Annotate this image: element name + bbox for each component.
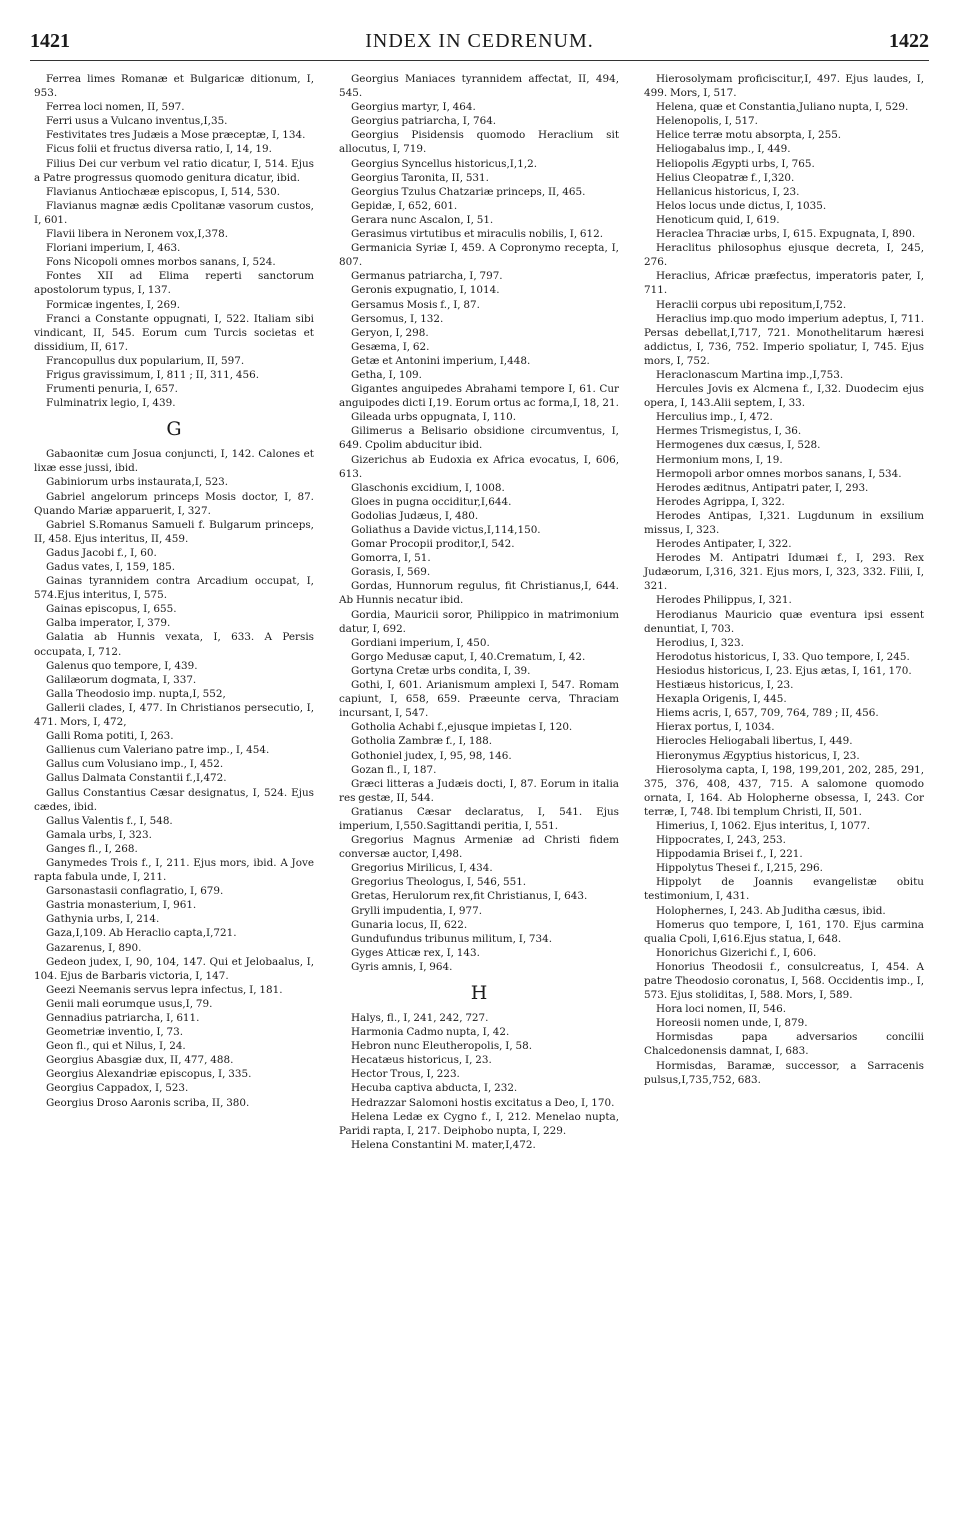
index-entry: Gigantes anguipedes Abrahami tempore I, 61. Cur anguipodes dicti I,19. Eorum ortus ac forma,I, 18, 21. xyxy=(339,383,619,410)
index-entry: Gamala urbs, I, 323. xyxy=(46,828,152,841)
index-entry: Hiems acris, I, 657, 709, 764, 789 ; II, 456. xyxy=(656,707,879,720)
index-entry: Hecatæus historicus, I, 23. xyxy=(351,1054,492,1067)
index-entry: Gregorius Magnus Armeniæ ad Christi fidem conversæ auctor, I,498. xyxy=(339,834,619,861)
index-entry: Gothi, I, 601. Arianismum amplexi I, 547. Romam capiunt, I, 658, 659. Præeunte cerva, Thraciam incursant, I, 547. xyxy=(339,679,619,720)
index-entry: Georgius Alexandriæ episcopus, I, 335. xyxy=(46,1068,252,1081)
index-entry: Geon fl., qui et Nilus, I, 24. xyxy=(46,1040,186,1053)
index-entry: Herodotus historicus, I, 33. Quo tempore, I, 245. xyxy=(656,650,910,663)
index-entry: Glaschonis excidium, I, 1008. xyxy=(351,481,505,494)
index-entry: Geometriæ inventio, I, 73. xyxy=(46,1026,184,1039)
page-header xyxy=(30,30,929,56)
index-entry: Gomorra, I, 51. xyxy=(351,552,431,565)
index-entry: Hedrazzar Salomoni hostis excitatus a Deo, I, 170. xyxy=(351,1096,615,1109)
index-entry: Hippolytus Thesei f., I,215, 296. xyxy=(656,862,823,875)
index-entry: Hermogenes dux cæsus, I, 528. xyxy=(656,439,821,452)
index-entry: Hierocles Heliogabali libertus, I, 449. xyxy=(656,735,853,748)
index-entry: Fulminatrix legio, I, 439. xyxy=(46,397,176,410)
index-entry: Getæ et Antonini imperium, I,448. xyxy=(351,354,531,367)
index-entry: Harmonia Cadmo nupta, I, 42. xyxy=(351,1026,510,1039)
index-entry: Flavianus magnæ ædis Cpolitanæ vasorum custos, I, 601. xyxy=(34,199,314,226)
index-entry: Getha, I, 109. xyxy=(351,368,422,381)
index-entry: Georgius Taronita, II, 531. xyxy=(351,171,489,184)
index-entry: Hesiodus historicus, I, 23. Ejus ætas, I, 161, 170. xyxy=(656,664,912,677)
index-entry: Gepidæ, I, 652, 601. xyxy=(351,199,458,212)
index-entry: Francopullus dux popularium, II, 597. xyxy=(46,354,245,367)
page-title: INDEX IN CEDRENUM. xyxy=(365,30,594,52)
index-entry: Gabaonitæ cum Josua conjuncti, I, 142. Calones et lixæ esse jussi, ibid. xyxy=(34,448,314,475)
index-entry: Gregorius Mirilicus, I, 434. xyxy=(351,862,493,875)
index-entry: Honorichus Gizerichi f., I, 606. xyxy=(656,946,817,959)
index-entry: Heraclitus philosophus ejusque decreta, I, 245, 276. xyxy=(644,242,924,269)
index-entry: Gallus cum Volusiano imp., I, 452. xyxy=(46,758,224,771)
index-entry: Helos locus unde dictus, I, 1035. xyxy=(656,199,827,212)
index-entry: Hermonium mons, I, 19. xyxy=(656,453,783,466)
header-rule xyxy=(30,60,929,61)
index-entry: Gileada urbs oppugnata, I, 110. xyxy=(351,411,516,424)
index-entry: Hieronymus Ægyptius historicus, I, 23. xyxy=(656,749,860,762)
index-entry: Gomar Procopii proditor,I, 542. xyxy=(351,538,515,551)
index-entry: Heraclii corpus ubi repositum,I,752. xyxy=(656,298,847,311)
index-entry: Georgius Abasgiæ dux, II, 477, 488. xyxy=(46,1054,234,1067)
index-entry: Gabriel angelorum princeps Mosis doctor, I, 87. Quando Mariæ apparuerit, I, 327. xyxy=(34,490,314,517)
index-entry: Heliogabalus imp., I, 449. xyxy=(656,143,791,156)
index-entry: Gordas, Hunnorum regulus, fit Christianus,I, 644. Ab Hunnis necatur ibid. xyxy=(339,580,619,607)
index-entry: Franci a Constante oppugnati, I, 522. Italiam sibi vindicant, II, 545. Eorum cum Turcis societas et dissidium, II, 617. xyxy=(34,312,314,353)
index-entry: Gallus Dalmata Constantii f.,I,472. xyxy=(46,772,227,785)
index-entry: Geronis expugnatio, I, 1014. xyxy=(351,284,500,297)
index-entry: Herodius, I, 323. xyxy=(656,636,744,649)
index-entry: Goliathus a Davide victus,I,114,150. xyxy=(351,524,541,536)
index-entry: Gortyna Cretæ urbs condita, I, 39. xyxy=(351,664,531,677)
index-entry: Gerasimus virtutibus et miraculis nobilis, I, 612. xyxy=(351,228,604,241)
index-entry: Gotholia Zambræ f., I, 188. xyxy=(351,735,493,748)
index-entry: Galilæorum dogmata, I, 337. xyxy=(46,673,197,686)
index-entry: Gretas, Herulorum rex,fit Christianus, I, 643. xyxy=(351,890,588,903)
index-entry: Herculius imp., I, 472. xyxy=(656,411,773,424)
index-entry: Hierosolymam proficiscitur,I, 497. Ejus laudes, I, 499. Mors, I, 517. xyxy=(644,73,924,100)
index-entry: Fons Nicopoli omnes morbos sanans, I, 524. xyxy=(46,256,276,269)
index-entry: Ganges fl., I, 268. xyxy=(46,842,138,855)
index-entry: Ferrea limes Romanæ et Bulgaricæ ditionum, I, 953. xyxy=(34,73,314,100)
index-entry: Herodes M. Antipatri Idumæi f., I, 293. Rex Judæorum, I,316, 321. Ejus mors, I, 323, 332. Filii, I, 321. xyxy=(644,552,924,593)
index-entry: Halys, fl., I, 241, 242, 727. xyxy=(351,1012,489,1024)
index-entry: Festivitates tres Judæis a Mose præceptæ, I, 134. xyxy=(46,129,306,142)
index-entry: Genii mali eorumque usus,I, 79. xyxy=(46,997,213,1010)
index-entry: Gozan fl., I, 187. xyxy=(351,763,437,776)
index-entry: Gorasis, I, 569. xyxy=(351,566,431,579)
index-entry: Hippodamia Brisei f., I, 221. xyxy=(656,848,803,861)
index-entry: Godolias Judæus, I, 480. xyxy=(351,509,479,522)
index-column-1 xyxy=(34,72,314,1110)
index-entry: Hector Trous, I, 223. xyxy=(351,1068,460,1081)
index-entry: Gabiniorum urbs instaurata,I, 523. xyxy=(46,476,229,489)
index-entry: Galla Theodosio imp. nupta,I, 552, xyxy=(46,687,226,700)
index-entry: Hecuba captiva abducta, I, 232. xyxy=(351,1082,518,1095)
index-entry: Galenus quo tempore, I, 439. xyxy=(46,659,198,672)
index-entry: Herodes Antipater, I, 322. xyxy=(656,538,792,551)
index-entry: Georgius Droso Aaronis scriba, II, 380. xyxy=(46,1096,250,1109)
section-letter: G xyxy=(166,418,182,441)
index-entry: Helenopolis, I, 517. xyxy=(656,115,758,128)
index-entry: Georgius Cappadox, I, 523. xyxy=(46,1082,189,1095)
index-column-2 xyxy=(339,72,619,1152)
index-entry: Gadus vates, I, 159, 185. xyxy=(46,561,176,573)
index-entry: Gersamus Mosis f., I, 87. xyxy=(351,298,480,311)
index-entry: Gallerii clades, I, 477. In Christianos persecutio, I, 471. Mors, I, 472, xyxy=(34,701,314,729)
section-letter: H xyxy=(470,982,488,1004)
index-entry: Gregorius Theologus, I, 546, 551. xyxy=(351,876,527,889)
index-entry: Gordiani imperium, I, 450. xyxy=(351,636,490,649)
index-entry: Hellanicus historicus, I, 23. xyxy=(656,185,800,198)
index-entry: Homerus quo tempore, I, 161, 170. Ejus carmina qualia Cpoli, I,616.Ejus statua, I, 648. xyxy=(644,918,924,945)
index-entry: Georgius patriarcha, I, 764. xyxy=(351,115,497,128)
index-entry: Horeosii nomen unde, I, 879. xyxy=(656,1017,808,1030)
page-number-left: 1421 xyxy=(30,30,70,52)
index-entry: Filius Dei cur verbum vel ratio dicatur, I, 514. Ejus a Patre progressus quomodo genitura dicatur, ibid. xyxy=(34,157,314,184)
index-entry: Germanicia Syriæ I, 459. A Copronymo recepta, I, 807. xyxy=(339,242,619,269)
index-entry: Honorius Theodosii f., consulcreatus, I, 454. A patre Theodosio coronatus, I, 568. Occidentis imp., I, 573. Ejus stoliditas, I, 588. Mors, I, 589. xyxy=(644,960,924,1002)
index-entry: Gundufundus tribunus militum, I, 734. xyxy=(351,932,553,945)
index-entry: Galli Roma potiti, I, 263. xyxy=(46,730,174,743)
index-entry: Gilimerus a Belisario obsidione circumventus, I, 649. Cpolim abducitur ibid. xyxy=(339,425,619,452)
index-entry: Holophernes, I, 243. Ab Juditha cæsus, ibid. xyxy=(656,904,886,917)
index-entry: Heraclea Thraciæ urbs, I, 615. Expugnata, I, 890. xyxy=(656,228,916,241)
index-entry: Gedeon judex, I, 90, 104, 147. Qui et Jelobaalus, I, 104. Ejus de Barbaris victoria, I, 147. xyxy=(34,955,314,982)
index-entry: Herodes Agrippa, I, 322. xyxy=(656,495,785,508)
index-entry: Gennadius patriarcha, I, 611. xyxy=(46,1012,200,1024)
index-entry: Gerara nunc Ascalon, I, 51. xyxy=(351,213,494,226)
index-entry: Gallus Valentis f., I, 548. xyxy=(46,814,173,827)
index-entry: Hippocrates, I, 243, 253. xyxy=(656,834,786,847)
index-entry: Hora loci nomen, II, 546. xyxy=(656,1003,787,1016)
index-entry: Ferri usus a Vulcano inventus,I,35. xyxy=(46,115,228,128)
index-entry: Hebron nunc Eleutheropolis, I, 58. xyxy=(351,1040,532,1053)
index-entry: Hestiæus historicus, I, 23. xyxy=(656,679,794,692)
index-entry: Flavianus Antiochææ episcopus, I, 514, 530. xyxy=(46,185,281,198)
index-entry: Hormisdas, Baramæ, successor, a Sarracenis pulsus,I,735,752, 683. xyxy=(644,1059,924,1086)
index-entry: Helena Ledæ ex Cygno f., I, 212. Menelao nupta, Paridi rapta, I, 217. Deiphobo nupta, I, 229. xyxy=(339,1110,619,1137)
index-entry: Frumenti penuria, I, 657. xyxy=(46,383,178,396)
index-entry: Gordia, Mauricii soror, Philippico in matrimonium datur, I, 692. xyxy=(339,608,619,635)
index-entry: Helena Constantini M. mater,I,472. xyxy=(351,1138,536,1151)
index-entry: Gizerichus ab Eudoxia ex Africa evocatus, I, 606, 613. xyxy=(339,453,619,480)
index-entry: Gadus Jacobi f., I, 60. xyxy=(46,546,157,559)
index-entry: Georgius Tzulus Chatzariæ princeps, II, 465. xyxy=(351,185,586,198)
index-entry: Galatia ab Hunnis vexata, I, 633. A Persis occupata, I, 712. xyxy=(34,631,314,658)
index-entry: Ganymedes Trois f., I, 211. Ejus mors, ibid. A Jove rapta fabula unde, I, 211. xyxy=(34,856,314,884)
index-entry: Gorgo Medusæ caput, I, 40.Crematum, I, 42. xyxy=(351,650,586,663)
index-entry: Gallienus cum Valeriano patre imp., I, 454. xyxy=(46,744,270,757)
index-entry: Frigus gravissimum, I, 811 ; II, 311, 456. xyxy=(46,368,260,381)
index-entry: Heraclius imp.quo modo imperium adeptus, I, 711. Persas debellat,I,717, 721. Monothelitarum hæresi addictus, I, 736, 752. Imperio spoliatur, I, 745. Ejus mors, I, 752. xyxy=(644,312,924,367)
index-entry: Gratianus Cæsar declaratus, I, 541. Ejus imperium, I,550.Sagittandi peritia, I, 551. xyxy=(339,805,619,832)
index-entry: Ficus folii et fructus diversa ratio, I, 14, 19. xyxy=(46,143,272,156)
index-entry: Hierosolyma capta, I, 198, 199,201, 202, 285, 291, 375, 376, 408, 437, 715. A salomone quomodo ornata, I, 164. Ab Holopherne obsessa, I, 243. Cor terræ, I, 748. Ibi templum Christi, II, 501. xyxy=(644,763,924,818)
index-entry: Hercules Jovis ex Alcmena f., I,32. Duodecim ejus opera, I, 143.Alii septem, I, 33. xyxy=(644,383,924,410)
index-entry: Garsonastasii conflagratio, I, 679. xyxy=(46,885,224,898)
index-entry: Himerius, I, 1062. Ejus interitus, I, 1077. xyxy=(656,819,871,832)
index-entry: Heraclonascum Martina imp.,I,753. xyxy=(656,368,844,381)
index-entry: Hermopoli arbor omnes morbos sanans, I, 534. xyxy=(656,467,902,480)
index-entry: Hormisdas papa adversarios concilii Chalcedonensis damnat, I, 683. xyxy=(644,1031,924,1058)
index-entry: Ferrea loci nomen, II, 597. xyxy=(46,101,185,114)
index-entry: Herodes Philippus, I, 321. xyxy=(656,594,792,607)
index-entry: Grylli impudentia, I, 977. xyxy=(351,904,483,917)
index-entry: Georgius Syncellus historicus,I,1,2. xyxy=(351,157,538,170)
index-entry: Gesæma, I, 62. xyxy=(351,340,430,353)
index-entry: Gotholia Achabi f.,ejusque impietas I, 120. xyxy=(351,721,573,734)
index-column-3 xyxy=(644,72,924,1087)
index-entry: Georgius martyr, I, 464. xyxy=(351,101,476,114)
index-entry: Gazarenus, I, 890. xyxy=(46,941,142,954)
index-entry: Gallus Constantius Cæsar designatus, I, 524. Ejus cædes, ibid. xyxy=(34,786,314,813)
index-entry: Gabriel S.Romanus Samueli f. Bulgarum princeps, II, 458. Ejus interitus, II, 459. xyxy=(34,518,314,545)
index-entry: Gainas tyrannidem contra Arcadium occupat, I, 574.Ejus interitus, I, 575. xyxy=(34,575,314,602)
index-entry: Herodes Antipas, I,321. Lugdunum in exsilium missus, I, 323. xyxy=(644,509,924,536)
index-entry: Hippolyt de Joannis evangelistæ obitu testimonium, I, 431. xyxy=(644,876,924,903)
index-entry: Helice terræ motu absorpta, I, 255. xyxy=(656,129,842,142)
index-entry: Gothoniel judex, I, 95, 98, 146. xyxy=(351,749,512,762)
index-entry: Gainas episcopus, I, 655. xyxy=(46,603,177,616)
index-entry: Gaza,I,109. Ab Heraclio capta,I,721. xyxy=(46,927,237,940)
index-entry: Georgius Maniaces tyrannidem affectat, II, 494, 545. xyxy=(339,73,619,100)
index-entry: Geryon, I, 298. xyxy=(351,326,429,339)
index-entry: Herodianus Mauricio quæ eventura ipsi essent denuntiat, I, 703. xyxy=(644,608,924,635)
index-entry: Gunaria locus, II, 622. xyxy=(351,918,468,931)
index-entry: Formicæ ingentes, I, 269. xyxy=(46,298,181,311)
index-entry: Geezi Neemanis servus lepra infectus, I, 181. xyxy=(46,983,283,996)
index-entry: Galba imperator, I, 379. xyxy=(46,617,171,630)
index-entry: Hermes Trismegistus, I, 36. xyxy=(656,425,802,438)
index-entry: Gyris amnis, I, 964. xyxy=(351,960,453,973)
index-entry: Flavii libera in Neronem vox,I,378. xyxy=(46,228,229,241)
index-entry: Henoticum quid, I, 619. xyxy=(656,213,780,226)
index-entry: Hierax portus, I, 1034. xyxy=(656,721,775,734)
index-entry: Gloes in pugna occiditur,I,644. xyxy=(351,495,512,508)
index-entry: Gersomus, I, 132. xyxy=(351,312,444,325)
index-entry: Helius Cleopatræ f., I,320. xyxy=(656,171,795,184)
index-entry: Græci litteras a Judæis docti, I, 87. Eorum in italia res gestæ, II, 544. xyxy=(339,777,619,804)
index-entry: Fontes XII ad Elima reperti sanctorum apostolorum typus, I, 137. xyxy=(34,270,314,297)
index-entry: Herodes æditnus, Antipatri pater, I, 293. xyxy=(656,481,869,494)
index-entry: Germanus patriarcha, I, 797. xyxy=(351,270,503,283)
index-entry: Gyges Atticæ rex, I, 143. xyxy=(351,946,480,959)
index-entry: Hexapla Origenis, I, 445. xyxy=(656,693,787,706)
index-entry: Heliopolis Ægypti urbs, I, 765. xyxy=(656,157,815,170)
index-entry: Heraclius, Africæ præfectus, imperatoris pater, I, 711. xyxy=(644,270,924,297)
index-entry: Georgius Pisidensis quomodo Heraclium sit allocutus, I, 719. xyxy=(339,129,619,156)
index-entry: Gastria monasterium, I, 961. xyxy=(46,899,197,912)
index-entry: Helena, quæ et Constantia,Juliano nupta, I, 529. xyxy=(656,101,909,114)
index-entry: Gathynia urbs, I, 214. xyxy=(46,913,160,926)
page-number-right: 1422 xyxy=(889,30,929,52)
index-entry: Floriani imperium, I, 463. xyxy=(46,242,181,255)
